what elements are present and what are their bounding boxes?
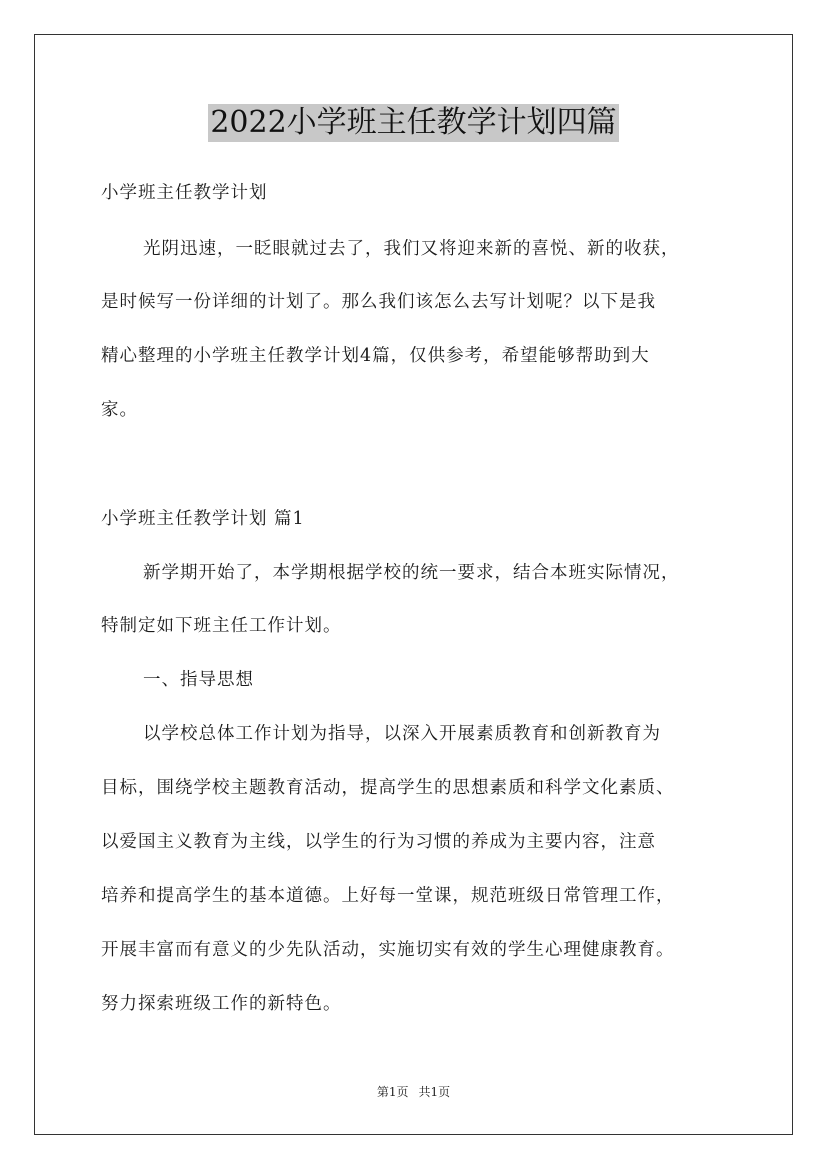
paragraph-line: 光阴迅速，一眨眼就过去了，我们又将迎来新的喜悦、新的收获， <box>143 239 680 259</box>
paragraph-line: 努力探索班级工作的新特色。 <box>101 994 342 1014</box>
page-total: 共1页 <box>418 1085 451 1099</box>
section-heading-part-1: 小学班主任教学计划 篇1 <box>101 509 305 529</box>
paragraph-line: 培养和提高学生的基本道德。上好每一堂课，规范班级日常管理工作， <box>101 886 675 906</box>
paragraph-line: 以爱国主义教育为主线，以学生的行为习惯的养成为主要内容，注意 <box>101 832 656 852</box>
paragraph-line: 以学校总体工作计划为指导，以深入开展素质教育和创新教育为 <box>143 724 661 744</box>
subsection-heading: 一、指导思想 <box>143 670 254 690</box>
paragraph-line: 是时候写一份详细的计划了。那么我们该怎么去写计划呢？以下是我 <box>101 292 656 312</box>
paragraph-line: 精心整理的小学班主任教学计划4篇，仅供参考，希望能够帮助到大 <box>101 346 650 366</box>
paragraph-line: 开展丰富而有意义的少先队活动，实施切实有效的学生心理健康教育。 <box>101 940 675 960</box>
paragraph-line: 家。 <box>101 400 138 420</box>
paragraph-line: 特制定如下班主任工作计划。 <box>101 616 342 636</box>
title-container <box>0 104 827 142</box>
page-footer <box>0 1084 827 1100</box>
document-title: 2022小学班主任教学计划四篇 <box>210 105 617 140</box>
paragraph-line: 目标，围绕学校主题教育活动，提高学生的思想素质和科学文化素质、 <box>101 778 675 798</box>
section-heading-intro: 小学班主任教学计划 <box>101 183 268 203</box>
page-number: 第1页 <box>376 1085 409 1099</box>
paragraph-line: 新学期开始了，本学期根据学校的统一要求，结合本班实际情况， <box>143 563 680 583</box>
